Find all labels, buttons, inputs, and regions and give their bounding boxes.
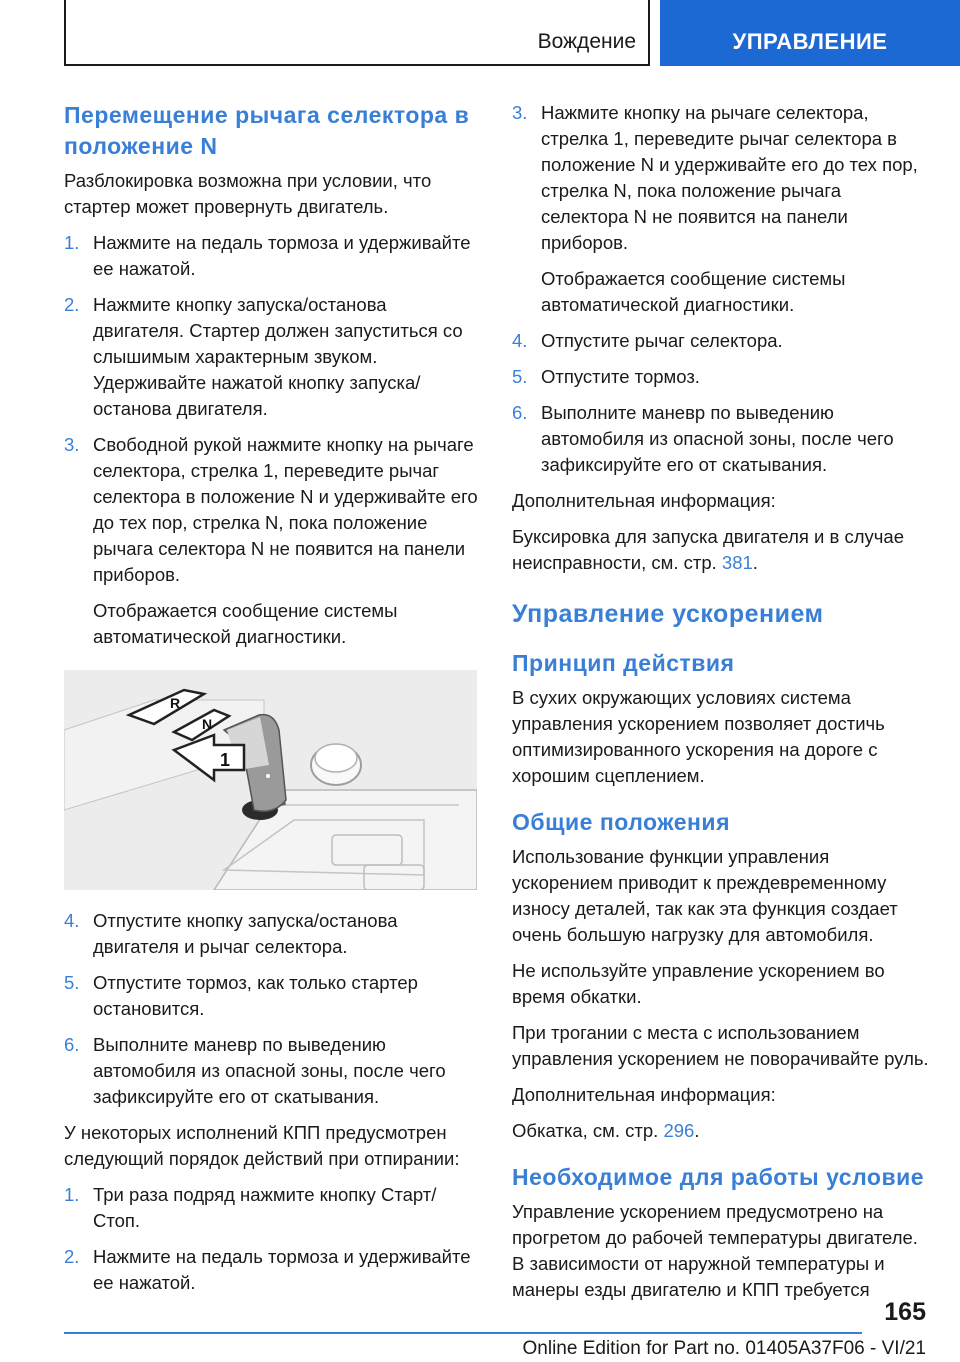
list-item (64, 292, 482, 422)
breakin-reference-text: Обкатка, см. стр. (512, 1120, 659, 1141)
left-column (64, 100, 482, 1306)
section-title: Вождение (537, 30, 636, 53)
list-item (64, 230, 482, 282)
step-number: 4. (512, 330, 528, 351)
arrow-label-n: N (202, 716, 213, 732)
step-note: Отображается сообщение системы автоматической диагностики. (93, 600, 398, 647)
arrow-label-r: R (170, 695, 181, 711)
step-note: Отображается сообщение системы автоматической диагностики. (541, 268, 846, 315)
list-item (64, 1032, 482, 1110)
step-number: 3. (512, 102, 528, 123)
page-link-296[interactable]: 296 (663, 1120, 695, 1141)
step-number: 1. (64, 1184, 80, 1205)
step-number: 5. (64, 972, 80, 993)
general-paragraph-1: Использование функции управления ускорением приводит к преждевременному износу деталей, так как эта функция создает очень большую нагрузку для автомобиля. (512, 846, 898, 945)
list-item (64, 970, 482, 1022)
subheading-general: Общие положения (512, 809, 730, 835)
step-text: Нажмите на педаль тормоза и удерживайте ее нажатой. (93, 232, 471, 279)
step-number: 2. (64, 1246, 80, 1267)
steps-list-2 (64, 908, 482, 1110)
step-text: Отпустите тормоз. (541, 366, 700, 387)
step-number: 3. (64, 434, 80, 455)
arrow-label-1: 1 (220, 750, 231, 770)
edition-footer: Online Edition for Part no. 01405A37F06 - VI/21 (522, 1338, 926, 1359)
page-link-381[interactable]: 381 (721, 552, 753, 573)
step-text: Отпустите тормоз, как только стартер остановится. (93, 972, 418, 1019)
list-item (512, 328, 930, 354)
steps-list-3 (64, 1182, 482, 1296)
variant-note: У некоторых исполнений КПП предусмотрен следующий порядок действий при отпирании: (64, 1122, 460, 1169)
step-text: Три раза подряд нажмите кнопку Старт/Стоп. (93, 1184, 437, 1231)
conditions-paragraph: Управление ускорением предусмотрено на прогретом до рабочей температуры двигателе. В зависимости от наружной температуры и манеры езды двигателю и КПП требуется (512, 1201, 918, 1300)
subheading-principle: Принцип действия (512, 650, 735, 676)
list-item (512, 364, 930, 390)
tow-reference-text: Буксировка для запуска двигателя и в случае неисправности, см. стр. (512, 526, 904, 573)
page-number: 165 (884, 1298, 926, 1326)
step-text: Нажмите кнопку на рычаге селектора, стрелка 1, переведите рычаг селектора в положение N и удерживайте его до тех пор, стрелка N, пока положение рычага селектора N не появится на панели приборов. (541, 102, 918, 253)
step-number: 4. (64, 910, 80, 931)
chapter-title: УПРАВЛЕНИЕ (732, 29, 888, 54)
steps-list-right (512, 100, 930, 478)
tow-reference: Буксировка для запуска двигателя и в случае неисправности, см. стр. 381. (512, 526, 904, 573)
breakin-reference: Обкатка, см. стр. 296. (512, 1120, 700, 1141)
extra-info-label: Дополнительная информация: (512, 490, 776, 511)
section-tab (64, 0, 650, 66)
step-text: Нажмите на педаль тормоза и удерживайте ее нажатой. (93, 1246, 471, 1293)
general-paragraph-3: При трогании с места с использованием управления ускорением не поворачивайте руль. (512, 1022, 929, 1069)
step-text: Нажмите кнопку запуска/останова двигателя. Стартер должен запуститься со слышимым характерным звуком. Удерживайте нажатой кнопку запуска/останова двигателя. (93, 294, 463, 419)
intro-paragraph: Разблокировка возможна при условии, что стартер может провернуть двигатель. (64, 170, 432, 217)
main-heading-launch-control: Управление ускорением (512, 600, 824, 628)
steps-list-1 (64, 230, 482, 650)
gear-selector-drawing (64, 670, 477, 890)
page-header (64, 0, 960, 66)
step-text: Отпустите кнопку запуска/останова двигателя и рычаг селектора. (93, 910, 398, 957)
gear-selector-illustration (64, 670, 477, 890)
step-number: 6. (512, 402, 528, 423)
principle-paragraph: В сухих окружающих условиях система управления ускорением позволяет достичь оптимизированного ускорения на дороге с хорошим сцеплением. (512, 687, 885, 786)
step-number: 1. (64, 232, 80, 253)
step-text: Выполните маневр по выведению автомобиля из опасной зоны, после чего зафиксируйте его от скатывания. (93, 1034, 446, 1107)
step-number: 2. (64, 294, 80, 315)
subheading-conditions: Необходимое для работы условие (512, 1164, 925, 1190)
step-text: Отпустите рычаг селектора. (541, 330, 783, 351)
list-item (64, 1182, 482, 1234)
step-number: 5. (512, 366, 528, 387)
list-item (64, 908, 482, 960)
list-item (512, 100, 930, 318)
list-item (64, 1244, 482, 1296)
list-item (512, 400, 930, 478)
extra-info-label-2: Дополнительная информация: (512, 1084, 776, 1105)
general-paragraph-2: Не используйте управление ускорением во время обкатки. (512, 960, 885, 1007)
chapter-tab (660, 0, 960, 66)
step-text: Свободной рукой нажмите кнопку на рычаге селектора, стрелка 1, переведите рычаг селектора в положение N и удерживайте его до тех пор, стрелка N, пока положение рычага селектора N не появится на панели приборов. (93, 434, 478, 585)
step-text: Выполните маневр по выведению автомобиля из опасной зоны, после чего зафиксируйте его от скатывания. (541, 402, 894, 475)
section-heading-neutral: Перемещение рычага селектора в положение N (64, 102, 470, 159)
footer-divider (64, 1332, 862, 1334)
right-column (512, 100, 930, 1313)
list-item (64, 432, 482, 650)
step-number: 6. (64, 1034, 80, 1055)
